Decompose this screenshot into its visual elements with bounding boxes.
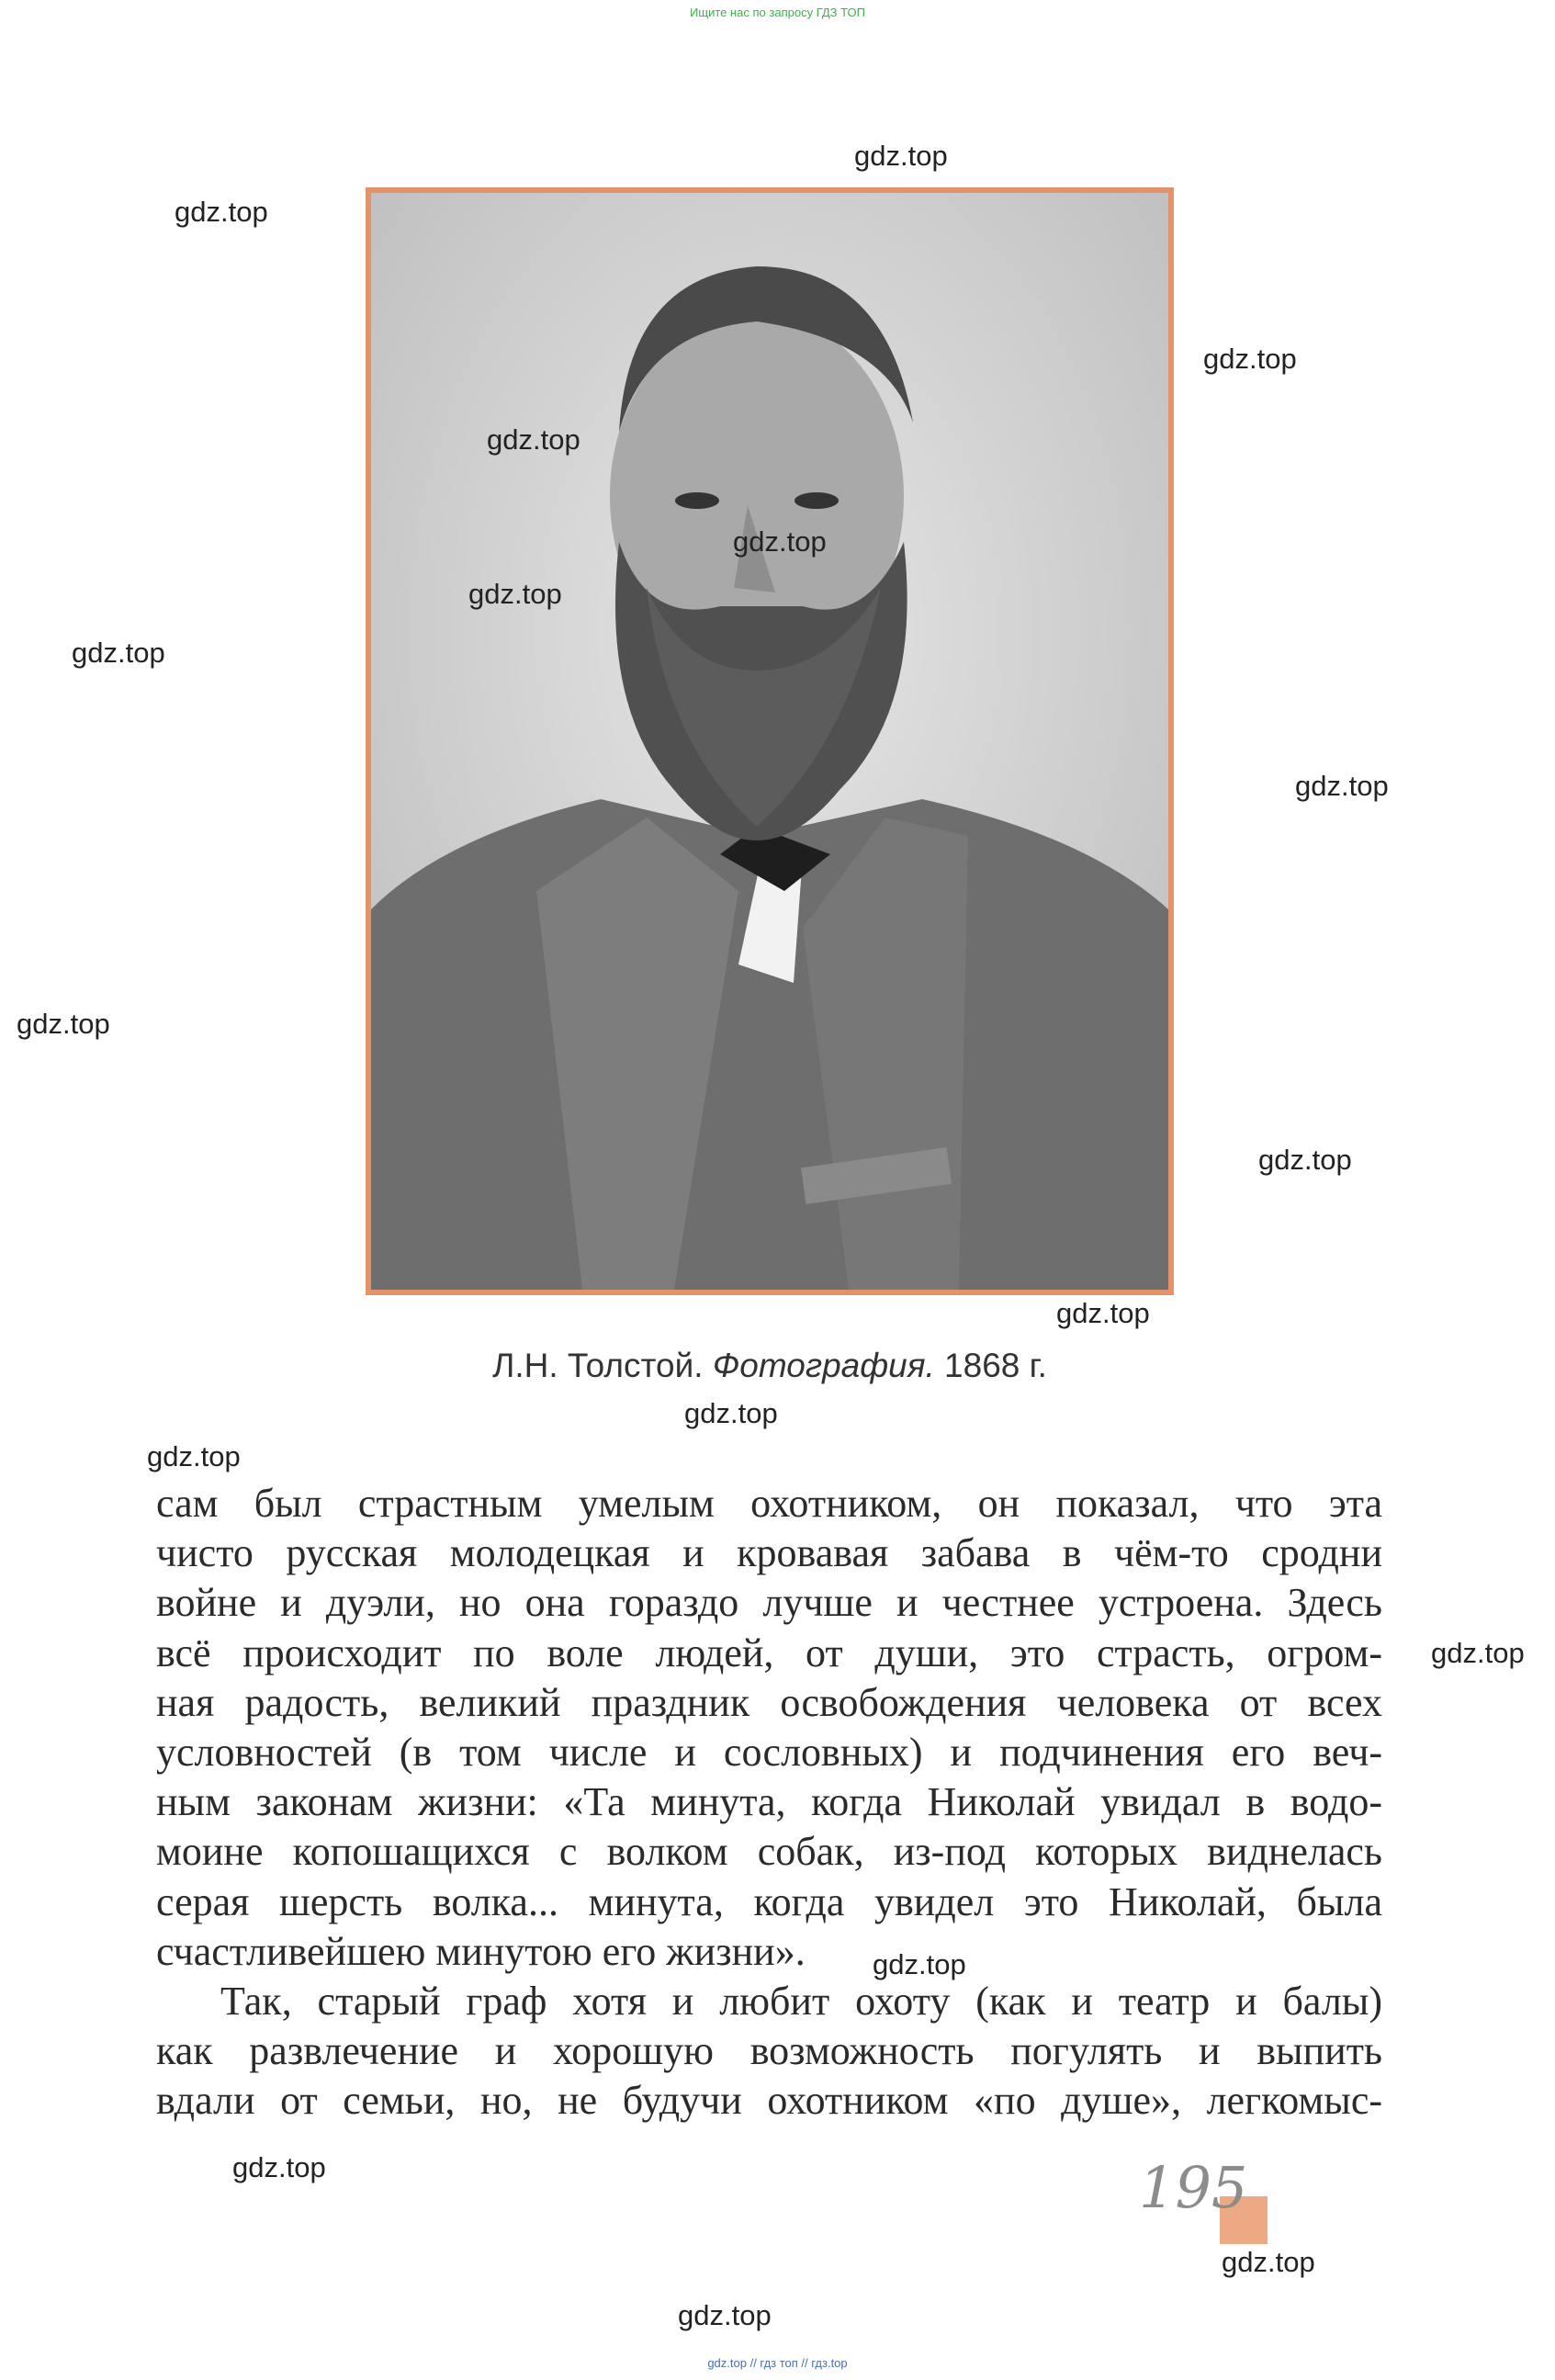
watermark: gdz.top xyxy=(1203,343,1297,375)
watermark: gdz.top xyxy=(684,1397,778,1429)
caption-name: Л.Н. Толстой. xyxy=(492,1347,704,1384)
body-line: ная радость, великий праздник освобождения человека от всех xyxy=(156,1679,1382,1725)
portrait-photo xyxy=(366,187,1174,1295)
caption-year: 1868 г. xyxy=(944,1347,1047,1384)
watermark: gdz.top xyxy=(147,1440,241,1472)
watermark: gdz.top xyxy=(1222,2246,1315,2278)
top-banner: Ищите нас по запросу ГДЗ ТОП xyxy=(690,6,865,19)
watermark: gdz.top xyxy=(678,2299,772,2331)
body-line: счастливейшею минутою его жизни». xyxy=(156,1928,806,1974)
body-line: условностей (в том числе и сословных) и подчинения его веч- xyxy=(156,1730,1382,1776)
watermark: gdz.top xyxy=(1295,770,1389,802)
body-line: войне и дуэли, но она гораздо лучше и честнее устроена. Здесь xyxy=(156,1580,1382,1626)
body-line: Так, старый граф хотя и любит охоту (как и театр и балы) xyxy=(220,1979,1382,2025)
watermark: gdz.top xyxy=(232,2151,326,2183)
body-line: чисто русская молодецкая и кровавая забава в чём-то сродни xyxy=(156,1530,1382,1576)
watermark: gdz.top xyxy=(733,525,827,558)
body-line: всё происходит по воле людей, от души, это страсть, огром- xyxy=(156,1630,1382,1675)
watermark: gdz.top xyxy=(468,578,562,610)
watermark: gdz.top xyxy=(873,1948,966,1980)
body-line: серая шерсть волка... минута, когда увидел это Николай, была xyxy=(156,1878,1382,1924)
photo-caption xyxy=(366,1347,1174,1385)
body-text xyxy=(156,1479,1382,2126)
watermark: gdz.top xyxy=(175,196,268,228)
body-line: как развлечение и хорошую возможность погулять и выпить xyxy=(156,2028,1382,2074)
page-number: 195 xyxy=(1139,2154,1248,2221)
watermark: gdz.top xyxy=(1431,1637,1525,1669)
caption-kind: Фотография. xyxy=(712,1347,935,1384)
body-line: сам был страстным умелым охотником, он показал, что эта xyxy=(156,1481,1382,1526)
watermark: gdz.top xyxy=(72,637,165,669)
body-line: вдали от семьи, но, не будучи охотником «по душе», легкомыс- xyxy=(156,2078,1382,2124)
body-line: моине копошащихся с волком собак, из-под которых виднелась xyxy=(156,1829,1382,1875)
watermark: gdz.top xyxy=(1056,1297,1150,1329)
footer: gdz.top // гдз топ // гдз.top xyxy=(707,2356,848,2370)
body-line: ным законам жизни: «Та минута, когда Николай увидал в водо- xyxy=(156,1779,1382,1825)
watermark: gdz.top xyxy=(1258,1144,1352,1176)
portrait-photo-image xyxy=(371,193,1168,1290)
watermark: gdz.top xyxy=(487,423,580,456)
watermark: gdz.top xyxy=(17,1008,110,1040)
watermark: gdz.top xyxy=(854,140,948,172)
